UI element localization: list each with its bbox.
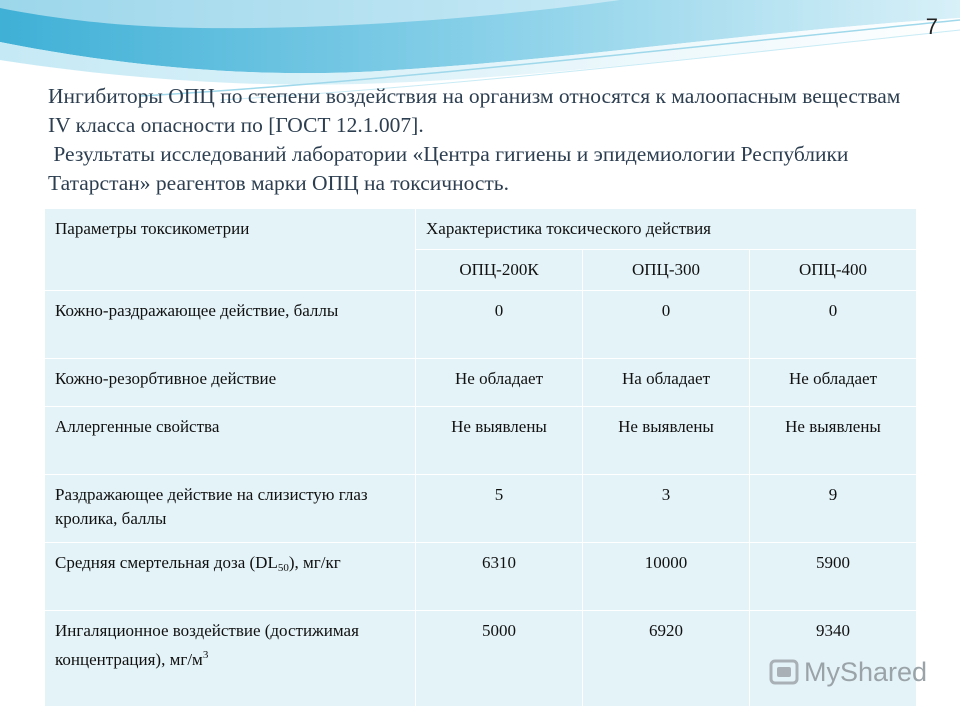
header-parameters: Параметры токсикометрии xyxy=(45,209,416,291)
column-header-opc400: ОПЦ-400 xyxy=(750,250,917,291)
watermark xyxy=(768,656,927,688)
row-label-part: Средняя смертельная доза (DL xyxy=(55,553,278,572)
table-row xyxy=(45,359,917,407)
cell-value: 9340 xyxy=(750,611,917,707)
intro-line-1: Ингибиторы ОПЦ по степени воздействия на организм относятся к малоопасным веществам IV класса опасности по [ГОСТ 12.1.007]. xyxy=(48,84,901,137)
cell-value: 6920 xyxy=(583,611,750,707)
cell-value: На обладает xyxy=(583,359,750,407)
intro-line-2: Результаты исследований лаборатории «Центра гигиены и эпидемиологии Республики Татарстан» реагентов марки ОПЦ на токсичность. xyxy=(48,142,854,195)
subscript: 50 xyxy=(277,562,289,574)
table-row xyxy=(45,291,917,359)
cell-value: 5000 xyxy=(416,611,583,707)
cell-value: 9 xyxy=(750,475,917,543)
cell-value: 0 xyxy=(750,291,917,359)
row-label-part: Ингаляционное воздействие (достижимая концентрация), мг/м xyxy=(55,621,359,669)
cell-value: Не выявлены xyxy=(416,407,583,475)
cell-value: Не обладает xyxy=(416,359,583,407)
cell-value: 10000 xyxy=(583,543,750,611)
myshared-logo-icon xyxy=(768,656,800,688)
cell-value: 0 xyxy=(416,291,583,359)
cell-value: Не выявлены xyxy=(750,407,917,475)
row-label xyxy=(45,611,416,707)
row-label: Раздражающее действие на слизистую глаз кролика, баллы xyxy=(45,475,416,543)
superscript: 3 xyxy=(202,649,209,661)
cell-value: Не обладает xyxy=(750,359,917,407)
cell-value: Не выявлены xyxy=(583,407,750,475)
header-characteristics: Характеристика токсического действия xyxy=(416,209,917,250)
cell-value: 3 xyxy=(583,475,750,543)
cell-value: 0 xyxy=(583,291,750,359)
row-label: Кожно-раздражающее действие, баллы xyxy=(45,291,416,359)
row-label-part: ), мг/кг xyxy=(288,553,341,572)
intro-text xyxy=(48,82,908,198)
column-header-opc300: ОПЦ-300 xyxy=(583,250,750,291)
toxicity-table xyxy=(44,208,917,707)
column-header-opc200k: ОПЦ-200К xyxy=(416,250,583,291)
table-row xyxy=(45,475,917,543)
row-label: Кожно-резорбтивное действие xyxy=(45,359,416,407)
cell-value: 5900 xyxy=(750,543,917,611)
cell-value: 5 xyxy=(416,475,583,543)
watermark-text: MyShared xyxy=(804,656,928,687)
table-row xyxy=(45,407,917,475)
row-label xyxy=(45,543,416,611)
table-row xyxy=(45,543,917,611)
cell-value: 6310 xyxy=(416,543,583,611)
slide-number: 7 xyxy=(925,14,938,39)
row-label: Аллергенные свойства xyxy=(45,407,416,475)
